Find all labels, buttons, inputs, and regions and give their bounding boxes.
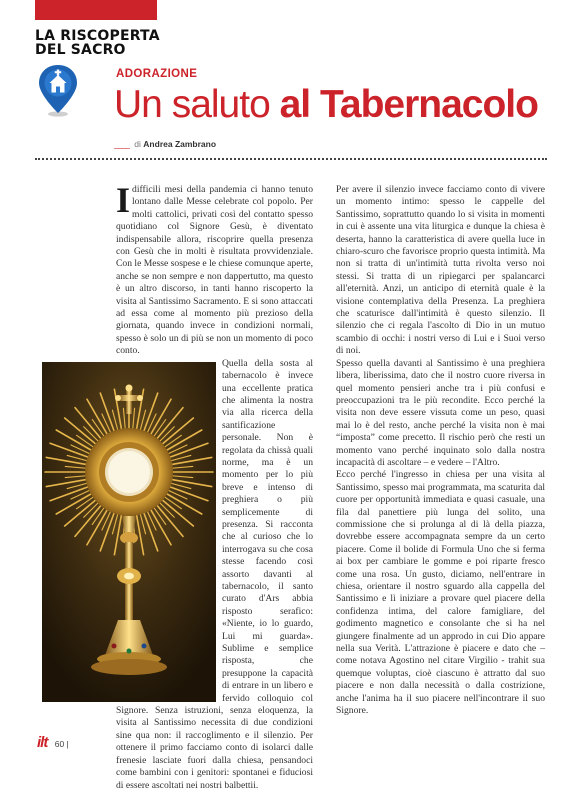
page-number: 60 |	[54, 739, 69, 749]
paragraph: Per avere il silenzio invece facciamo conto di vivere un momento intimo: spesso le cappelle del Santissimo, soprattutto quando lo si visita in momenti in cui è assente una vita liturgica e dunque la chiesa è deserta, hanno la caratteristica di avere quella luce in chiaro-scuro che favorisce proprio questa intimità. Ma non si tratta di un'intimità tutta rivolta verso noi stessi. Si tratta di un ripiegarci per spalancarci all'eternità. Anzi, un anticipo di eternità quale è la visione contemplativa della Presenza. La preghiera che scaturisce dall'intimità è questo silenzio. Il silenzio che ci regala l'ascolto di Dio in un mutuo scambio di occhi: i nostri verso di Lui e i Suoi verso di noi.	[336, 184, 545, 357]
article-title	[114, 82, 538, 128]
article-column-2	[336, 184, 545, 717]
section-title	[35, 29, 160, 57]
article-kicker: ADORAZIONE	[116, 68, 198, 80]
church-location-pin-icon	[35, 62, 81, 118]
byline-author: Andrea Zambrano	[143, 139, 217, 149]
section-title-line-1: LA RISCOPERTA	[35, 28, 160, 44]
paragraph: Spesso quella davanti al Santissimo è una preghiera libera, liberissima, dato che il nostro cuore riversa in quel momento pensieri anche tra i più confusi e preoccupazioni tra le più recondite. Ecco perché la visita non deve essere vissuta come un peso, quasi mai lo è del resto, anche perché la visita non è mai “imposta” come precetto. Il rischio però che resti un momento vano perché inquinato solo dalla nostra incapacità di ascoltare – e vedere – l'Altro.	[336, 357, 545, 468]
dotted-divider	[35, 158, 547, 160]
page-footer	[37, 734, 69, 751]
section-title-line-2: DEL SACRO	[35, 42, 126, 58]
byline	[114, 139, 216, 149]
article-column-1	[116, 180, 313, 792]
drop-cap: I	[116, 180, 131, 220]
header-red-bar	[35, 0, 157, 20]
paragraph: Ecco perché l'ingresso in chiesa per una visita al Santissimo, spesso mai programmata, ma scaturita dal cuore per opportunità immediata e quasi casuale, una fila dal panettiere più lunga del solito, una commissione che si prolunga al di là della piazza, dovrebbe essere accompagnata sempre da un certo piacere. Come il bolide di Formula Uno che si ferma ai box per cambiare le gomme e poi riparte fresco come una rosa. Un gusto, diciamo, nell'entrare in chiesa, orientare il nostro sguardo alla cappella del Santissimo e lì iniziare a provare quel piacere della confidenza intima, del calore famigliare, del godimento magnetico e consolante che si ha nel giungere finalmente ad un approdo in cui Dio appare nella sua Verità. L'attrazione è piacere e dato che – come notava Agostino nel citare Virgilio - trahit sua quemque voluptas, cioè ciascuno è attratto dal suo piacere e non dalla necessità o dalla costrizione, anche l'anima ha il suo piacere nell'incontrare il suo Signore.	[336, 469, 545, 717]
article-title-part-1: Un saluto	[114, 83, 280, 126]
monstrance-photo	[42, 362, 216, 702]
magazine-logo: ilt	[37, 734, 48, 751]
article-title-part-2: al Tabernacolo	[279, 83, 538, 126]
paragraph-text: difficili mesi della pandemia ci hanno tenuto lontano dalle Messe celebrate col popolo. Per molti cattolici, privati così del contatto spesso quotidiano col Signore Gesù, è diventato indispensabile allora, riscoprire quella presenza con Gesù che in molti è risultata provvidenziale. Con le Messe sospese e le chiese comunque aperte, anche se non sempre e non dappertutto, ma questo è un altro discorso, in tanti hanno riscoperto la visita al Santissimo Sacramento. E si sono attaccati ad essa come al momento più prezioso della giornata, quando invece in condizioni normali, spesso è solo un di più se non un momento di poco conto.	[116, 184, 313, 357]
paragraph	[116, 180, 313, 358]
paragraph: Quella della sosta al tabernacolo è invece una eccellente pratica che alimenta la nostra via alla ricerca della santificazione personale. Non è regolata da chissà quali norme, ma è un momento per lo più breve e intenso di preghiera o più semplicemente di presenza. Si racconta che al curioso che lo interrogava su che cosa stesse facendo così assorto davanti al tabernacolo, il santo curato d'Ars abbia risposto serafico: «Niente, io lo guardo, Lui mi guarda». Sublime e semplice risposta, che presuppone la capacità di entrare in un libero e fervido colloquio col Signore. Senza istruzioni, senza eloquenza, la visita al Santissimo necessita di due condizioni sine qua non: il raccoglimento e il silenzio. Per ottenere il primo facciamo conto di isolarci dalle frenesie lasciate fuori dalla chiesa, pensandoci come bambini con i genitori: spontanei e fiduciosi di essere ascoltati nei nostri balbettii.	[116, 357, 313, 791]
byline-dash: ____	[114, 139, 129, 149]
byline-prefix: di	[134, 139, 141, 149]
